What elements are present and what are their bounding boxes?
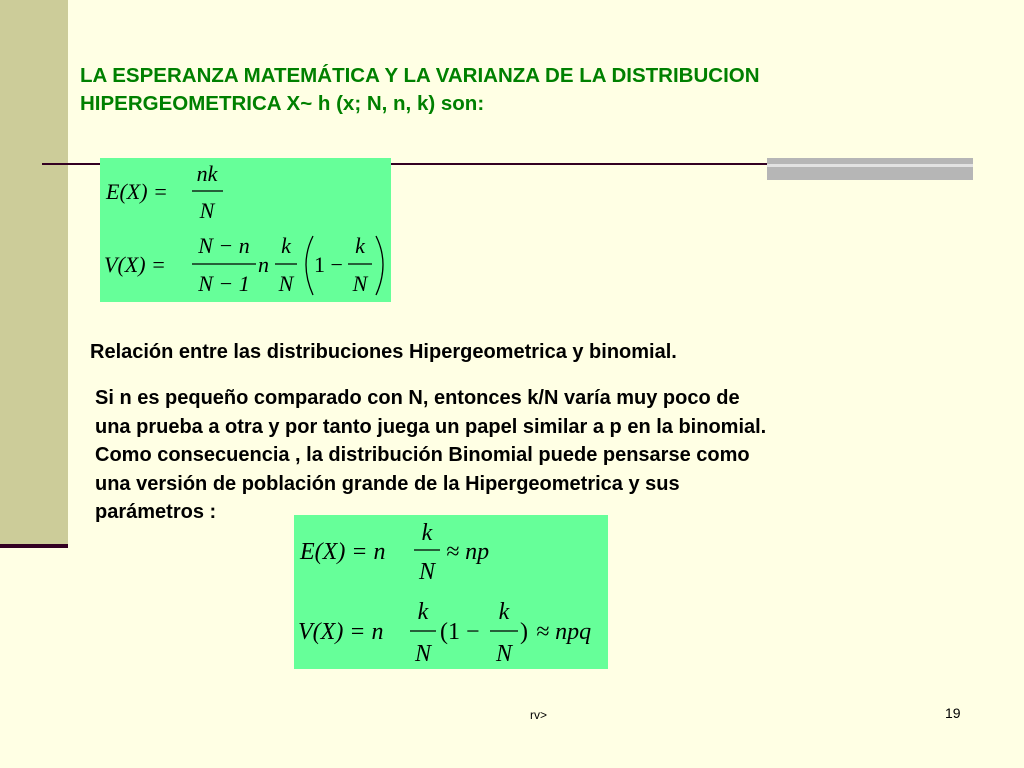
binomial-mean-numerator: k — [421, 520, 433, 546]
left-decorative-bar — [0, 0, 68, 548]
binomial-variance-inner-numerator: k — [498, 599, 510, 625]
divider-gray-block — [767, 158, 973, 180]
binomial-mean-denominator: N — [418, 559, 436, 585]
slide-title-line-1: LA ESPERANZA MATEMÁTICA Y LA VARIANZA DE LA DISTRIBUCION — [80, 64, 760, 87]
variance-numerator: N − n — [198, 233, 250, 258]
binomial-variance-lhs: V(X) = n — [298, 619, 384, 645]
variance-lhs: V(X) = — [104, 252, 166, 277]
binomial-formula-box — [294, 515, 608, 669]
variance-inner-denominator: N — [352, 271, 368, 296]
variance-one-minus: 1 − — [314, 252, 343, 277]
slide-title-line-2: HIPERGEOMETRICA X~ h (x; N, n, k) son: — [80, 92, 485, 115]
left-bar-bottom-line — [0, 544, 68, 548]
right-parenthesis — [376, 236, 383, 295]
binomial-variance-close: ) — [520, 619, 528, 645]
paragraph-line-4: una versión de población grande de la Hipergeometrica y sus — [95, 472, 680, 495]
variance-frac-denominator: N — [278, 271, 294, 296]
page-number: 19 — [945, 705, 961, 721]
binomial-mean-approx: ≈ np — [446, 539, 490, 565]
binomial-variance-inner-denominator: N — [495, 641, 513, 667]
binomial-variance-open: (1 − — [440, 619, 480, 645]
binomial-variance-numerator: k — [417, 599, 429, 625]
mean-numerator: nk — [196, 161, 218, 186]
hypergeometric-formula-svg — [100, 158, 391, 302]
binomial-formula-svg — [294, 515, 608, 669]
paragraph-line-1: Si n es pequeño comparado con N, entonces k/N varía muy poco de — [95, 387, 740, 409]
divider-gray-block-highlight — [767, 164, 973, 167]
variance-factor-n: n — [258, 252, 269, 277]
paragraph-line-2: una prueba a otra y por tanto juega un papel similar a p en la binomial. — [95, 415, 767, 438]
footer-label: rv> — [530, 708, 548, 722]
explanation-paragraph — [95, 384, 975, 527]
slide-title — [80, 62, 980, 118]
hypergeometric-formula-box — [100, 158, 391, 302]
variance-inner-numerator: k — [355, 233, 365, 258]
mean-denominator: N — [199, 198, 215, 223]
left-parenthesis — [306, 236, 313, 295]
binomial-mean-lhs: E(X) = n — [300, 539, 386, 565]
variance-frac-numerator: k — [281, 233, 291, 258]
binomial-variance-approx: ≈ npq — [536, 619, 592, 645]
paragraph-line-5: parámetros : — [95, 501, 217, 524]
mean-lhs: E(X) = — [106, 179, 168, 204]
relation-subheading: Relación entre las distribuciones Hipergeometrica y binomial. — [90, 341, 677, 363]
binomial-variance-denominator: N — [414, 641, 432, 667]
variance-denominator: N − 1 — [198, 271, 250, 296]
paragraph-line-3: Como consecuencia , la distribución Binomial puede pensarse como — [95, 444, 750, 467]
